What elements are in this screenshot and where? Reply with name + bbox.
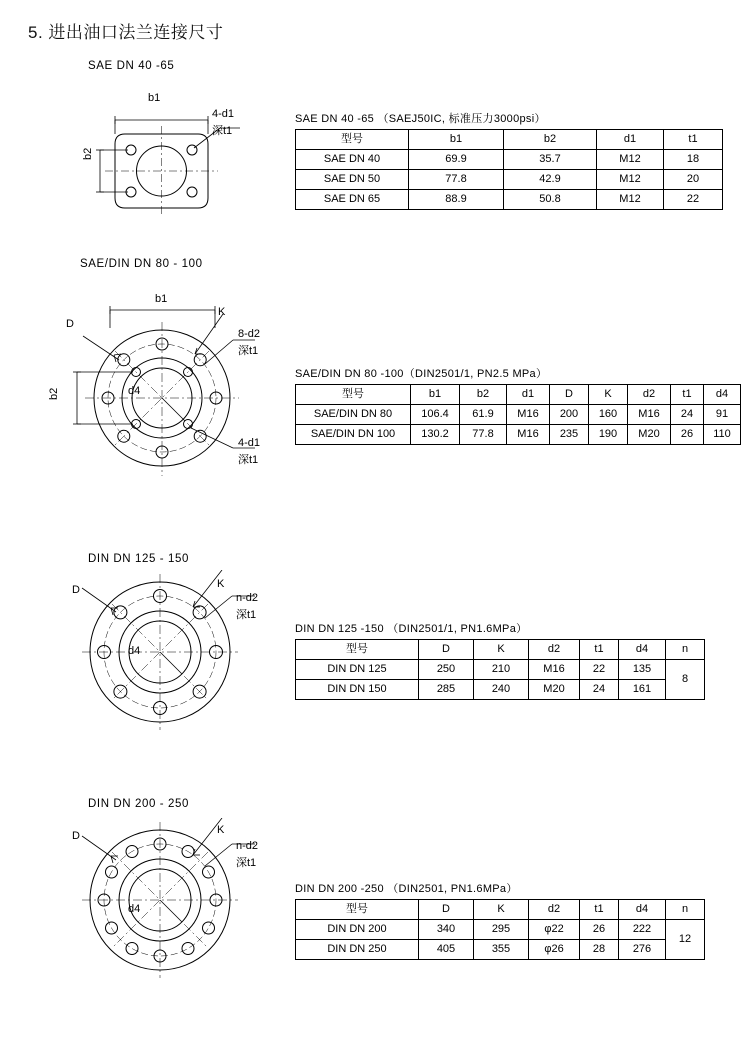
cell-t1: 26 <box>580 920 619 940</box>
cell-b2: 61.9 <box>460 405 507 425</box>
cell-b2: 77.8 <box>460 425 507 445</box>
table-saedin-80-100-wrap <box>295 365 741 445</box>
table-saedin-80-100 <box>295 384 741 445</box>
section-heading-din-125-150: DIN DN 125 - 150 <box>88 553 189 565</box>
label-d4-saedin: d4 <box>128 385 141 397</box>
th-K: K <box>589 385 628 405</box>
table-row <box>296 170 723 190</box>
cell-b1: 69.9 <box>409 150 504 170</box>
cell-model: DIN DN 125 <box>296 660 419 680</box>
th-d4: d4 <box>619 640 666 660</box>
label-n-d2-din200: n-d2 <box>236 840 259 852</box>
th-d1: d1 <box>507 385 550 405</box>
label-8-d2-saedin: 8-d2 <box>238 328 261 340</box>
table-header-row <box>296 130 723 150</box>
label-K-din200: K <box>217 824 225 836</box>
table-caption-saedin-80-100: SAE/DIN DN 80 -100（DIN2501/1, PN2.5 MPa） <box>295 368 548 380</box>
section-heading-sae-40-65: SAE DN 40 -65 <box>88 60 175 72</box>
label-b1-saedin: b1 <box>155 293 168 305</box>
cell-d4: 222 <box>619 920 666 940</box>
cell-model: SAE/DIN DN 100 <box>296 425 411 445</box>
cell-t1: 26 <box>671 425 704 445</box>
th-t1: t1 <box>664 130 723 150</box>
th-D: D <box>550 385 589 405</box>
cell-model: DIN DN 150 <box>296 680 419 700</box>
cell-n-merged: 12 <box>666 920 705 960</box>
cell-t1: 22 <box>580 660 619 680</box>
table-header-row <box>296 640 705 660</box>
cell-d2: M20 <box>628 425 671 445</box>
cell-d4: 276 <box>619 940 666 960</box>
label-D-saedin: D <box>66 318 74 330</box>
cell-n-merged: 8 <box>666 660 705 700</box>
label-depth-t1-din200: 深t1 <box>236 857 257 869</box>
label-d4-din200: d4 <box>128 903 141 915</box>
cell-d1: M16 <box>507 425 550 445</box>
th-d4: d4 <box>704 385 741 405</box>
table-row <box>296 940 705 960</box>
label-d4-din125: d4 <box>128 645 141 657</box>
cell-t1: 24 <box>671 405 704 425</box>
cell-D: 405 <box>419 940 474 960</box>
table-caption-din-200-250: DIN DN 200 -250 （DIN2501, PN1.6MPa） <box>295 883 518 895</box>
label-b2-saedin: b2 <box>48 387 60 400</box>
th-b1: b1 <box>409 130 504 150</box>
table-row <box>296 405 741 425</box>
label-4-d1-saedin: 4-d1 <box>238 437 261 449</box>
table-din-125-150 <box>295 639 705 700</box>
table-row <box>296 920 705 940</box>
cell-d2: M16 <box>628 405 671 425</box>
table-din-200-250-wrap <box>295 880 705 960</box>
table-caption-din-125-150: DIN DN 125 -150 （DIN2501/1, PN1.6MPa） <box>295 623 528 635</box>
table-sae-40-65-wrap <box>295 110 723 210</box>
th-model: 型号 <box>296 385 411 405</box>
th-t1: t1 <box>671 385 704 405</box>
cell-b1: 130.2 <box>411 425 460 445</box>
th-t1: t1 <box>580 640 619 660</box>
table-row <box>296 150 723 170</box>
cell-d2: φ22 <box>529 920 580 940</box>
th-d1: d1 <box>597 130 664 150</box>
th-d2: d2 <box>529 640 580 660</box>
label-depth-t1-top-saedin: 深t1 <box>238 345 259 357</box>
cell-d1: M16 <box>507 405 550 425</box>
cell-d2: φ26 <box>529 940 580 960</box>
table-row <box>296 660 705 680</box>
page-title: 5. 进出油口法兰连接尺寸 <box>28 23 224 42</box>
cell-model: DIN DN 200 <box>296 920 419 940</box>
label-depth-t1-din125: 深t1 <box>236 609 257 621</box>
th-d2: d2 <box>529 900 580 920</box>
cell-d4: 135 <box>619 660 666 680</box>
th-model: 型号 <box>296 640 419 660</box>
table-row <box>296 680 705 700</box>
cell-K: 190 <box>589 425 628 445</box>
label-D-din125: D <box>72 584 80 596</box>
cell-D: 285 <box>419 680 474 700</box>
section-heading-din-200-250: DIN DN 200 - 250 <box>88 798 189 810</box>
th-d2: d2 <box>628 385 671 405</box>
cell-K: 355 <box>474 940 529 960</box>
label-b2-sae: b2 <box>82 147 94 160</box>
cell-K: 295 <box>474 920 529 940</box>
cell-d4: 110 <box>704 425 741 445</box>
th-n: n <box>666 640 705 660</box>
cell-d1: M12 <box>597 170 664 190</box>
section-heading-saedin-80-100: SAE/DIN DN 80 - 100 <box>80 258 203 270</box>
label-4-d1-sae: 4-d1 <box>212 108 235 120</box>
cell-K: 240 <box>474 680 529 700</box>
th-b2: b2 <box>504 130 597 150</box>
label-depth-t1-sae: 深t1 <box>212 125 233 137</box>
label-K-din125: K <box>217 578 225 590</box>
cell-b2: 42.9 <box>504 170 597 190</box>
table-row <box>296 190 723 210</box>
cell-model: SAE/DIN DN 80 <box>296 405 411 425</box>
cell-d4: 91 <box>704 405 741 425</box>
table-header-row <box>296 900 705 920</box>
cell-D: 235 <box>550 425 589 445</box>
cell-model: SAE DN 50 <box>296 170 409 190</box>
label-n-d2-din125: n-d2 <box>236 592 259 604</box>
th-t1: t1 <box>580 900 619 920</box>
cell-D: 250 <box>419 660 474 680</box>
th-D: D <box>419 900 474 920</box>
th-model: 型号 <box>296 130 409 150</box>
figure-sae-40-65 <box>90 88 290 228</box>
cell-t1: 20 <box>664 170 723 190</box>
cell-D: 200 <box>550 405 589 425</box>
cell-b2: 35.7 <box>504 150 597 170</box>
th-K: K <box>474 640 529 660</box>
label-D-din200: D <box>72 830 80 842</box>
th-D: D <box>419 640 474 660</box>
cell-model: SAE DN 40 <box>296 150 409 170</box>
cell-d1: M12 <box>597 150 664 170</box>
table-header-row <box>296 385 741 405</box>
th-model: 型号 <box>296 900 419 920</box>
label-K-saedin: K <box>218 306 226 318</box>
table-din-125-150-wrap <box>295 620 705 700</box>
th-b2: b2 <box>460 385 507 405</box>
cell-b1: 106.4 <box>411 405 460 425</box>
cell-b1: 88.9 <box>409 190 504 210</box>
cell-t1: 22 <box>664 190 723 210</box>
cell-t1: 24 <box>580 680 619 700</box>
cell-d2: M16 <box>529 660 580 680</box>
th-n: n <box>666 900 705 920</box>
table-row <box>296 425 741 445</box>
cell-model: DIN DN 250 <box>296 940 419 960</box>
cell-K: 210 <box>474 660 529 680</box>
table-sae-40-65 <box>295 129 723 210</box>
cell-b2: 50.8 <box>504 190 597 210</box>
label-depth-t1-bottom-saedin: 深t1 <box>238 454 259 466</box>
cell-b1: 77.8 <box>409 170 504 190</box>
cell-d4: 161 <box>619 680 666 700</box>
label-b1-sae: b1 <box>148 92 161 104</box>
table-caption-sae-40-65: SAE DN 40 -65 （SAEJ50IC, 标准压力3000psi） <box>295 113 546 125</box>
th-K: K <box>474 900 529 920</box>
th-d4: d4 <box>619 900 666 920</box>
cell-d1: M12 <box>597 190 664 210</box>
cell-D: 340 <box>419 920 474 940</box>
cell-t1: 28 <box>580 940 619 960</box>
cell-model: SAE DN 65 <box>296 190 409 210</box>
cell-t1: 18 <box>664 150 723 170</box>
th-b1: b1 <box>411 385 460 405</box>
cell-K: 160 <box>589 405 628 425</box>
table-din-200-250 <box>295 899 705 960</box>
cell-d2: M20 <box>529 680 580 700</box>
